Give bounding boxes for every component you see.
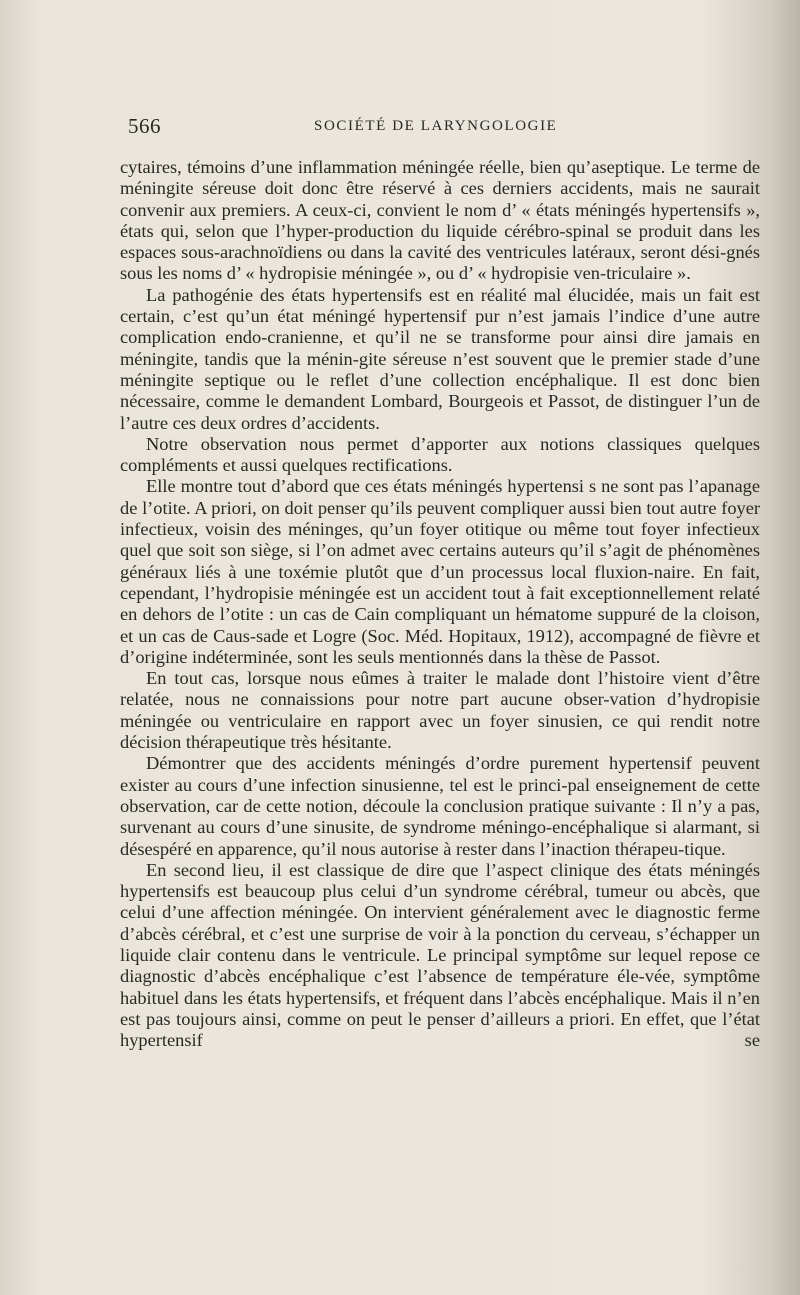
paragraph-continues: En second lieu, il est classique de dire que l’aspect clinique des états méningés hypertensifs est beaucoup plus celui d’un syndrome cérébral, tumeur ou abcès, que celui d’une affection méningée. On intervient généralement avec le diagnostic ferme d’abcès cérébral, et c’est une surprise de voir à la ponction du cerveau, s’échapper un liquide clair contenu dans le ventricule. Le principal symptôme sur lequel repose ce diagnostic d’abcès encéphalique c’est l’absence de température éle-vée, symptôme habituel dans les états hypertensifs, et fréquent dans l’abcès encéphalique. Mais il n’en est pas toujours ainsi, comme on peut le penser d’ailleurs a priori. En effet, que l’état hypertensif se (120, 859, 760, 1051)
paragraph: Démontrer que des accidents méningés d’ordre purement hypertensif peuvent exister au cours d’une infection sinusienne, tel est le princi-pal enseignement de cette observation, car de cette notion, découle la conclusion pratique suivante : Il n’y a pas, survenant au cours d’une sinusite, de syndrome méningo-encéphalique si alarmant, si désespéré en apparence, qu’il nous autorise à rester dans l’inaction thérapeu-tique. (120, 753, 760, 859)
running-title: SOCIÉTÉ DE LARYNGOLOGIE (314, 118, 558, 134)
paragraph: Notre observation nous permet d’apporter aux notions classiques quelques compléments et aussi quelques rectifications. (120, 433, 760, 476)
paragraph: En tout cas, lorsque nous eûmes à traiter le malade dont l’histoire vient d’être relatée, nous ne connaissions pour notre part aucune obser-vation d’hydropisie méningée ou ventriculaire en rapport avec un foyer sinusien, ce qui rendit notre décision thérapeutique très hésitante. (120, 668, 760, 753)
page-number: 566 (128, 114, 161, 138)
paragraph: La pathogénie des états hypertensifs est en réalité mal élucidée, mais un fait est certain, c’est qu’un état méningé hypertensif pur n’est jamais l’indice d’une autre complication endo-cranienne, et qu’il ne se transforme pour ainsi dire jamais en méningite, tandis que la ménin-gite séreuse n’est souvent que le premier stade d’une méningite septique ou le reflet d’une collection encéphalique. Il est donc bien nécessaire, comme le demandent Lombard, Bourgeois et Passot, de distinguer l’un de l’autre ces deux ordres d’accidents. (120, 284, 760, 433)
paragraph-continued: cytaires, témoins d’une inflammation méningée réelle, bien qu’aseptique. Le terme de méningite séreuse doit donc être réservé à ces derniers accidents, mais ne saurait convenir aux premiers. A ceux-ci, convient le nom d’ « états méningés hypertensifs », états qui, selon que l’hyper-production du liquide cérébro-spinal se produit dans les espaces sous-arachnoïdiens ou dans la cavité des ventricules latéraux, seront dési-gnés sous les noms d’ « hydropisie méningée », ou d’ « hydropisie ven-triculaire ». (120, 157, 760, 284)
body-text (120, 157, 760, 1051)
page-header (128, 114, 760, 138)
paragraph: Elle montre tout d’abord que ces états méningés hypertensi s ne sont pas l’apanage de l’otite. A priori, on doit penser qu’ils peuvent compliquer aussi bien tout autre foyer infectieux, voisin des méninges, qu’un foyer otitique ou même tout foyer infectieux quel que soit son siège, si l’on admet avec certains auteurs qu’il s’agit de phénomènes généraux liés à une toxémie plutôt que d’un processus local fluxion-naire. En fait, cependant, l’hydropisie méningée est un accident tout à fait exceptionnellement relaté en dehors de l’otite : un cas de Cain compliquant un hématome suppuré de la cloison, et un cas de Caus-sade et Logre (Soc. Méd. Hopitaux, 1912), accompagné de fièvre et d’origine indéterminée, sont les seuls mentionnés dans la thèse de Passot. (120, 476, 760, 667)
